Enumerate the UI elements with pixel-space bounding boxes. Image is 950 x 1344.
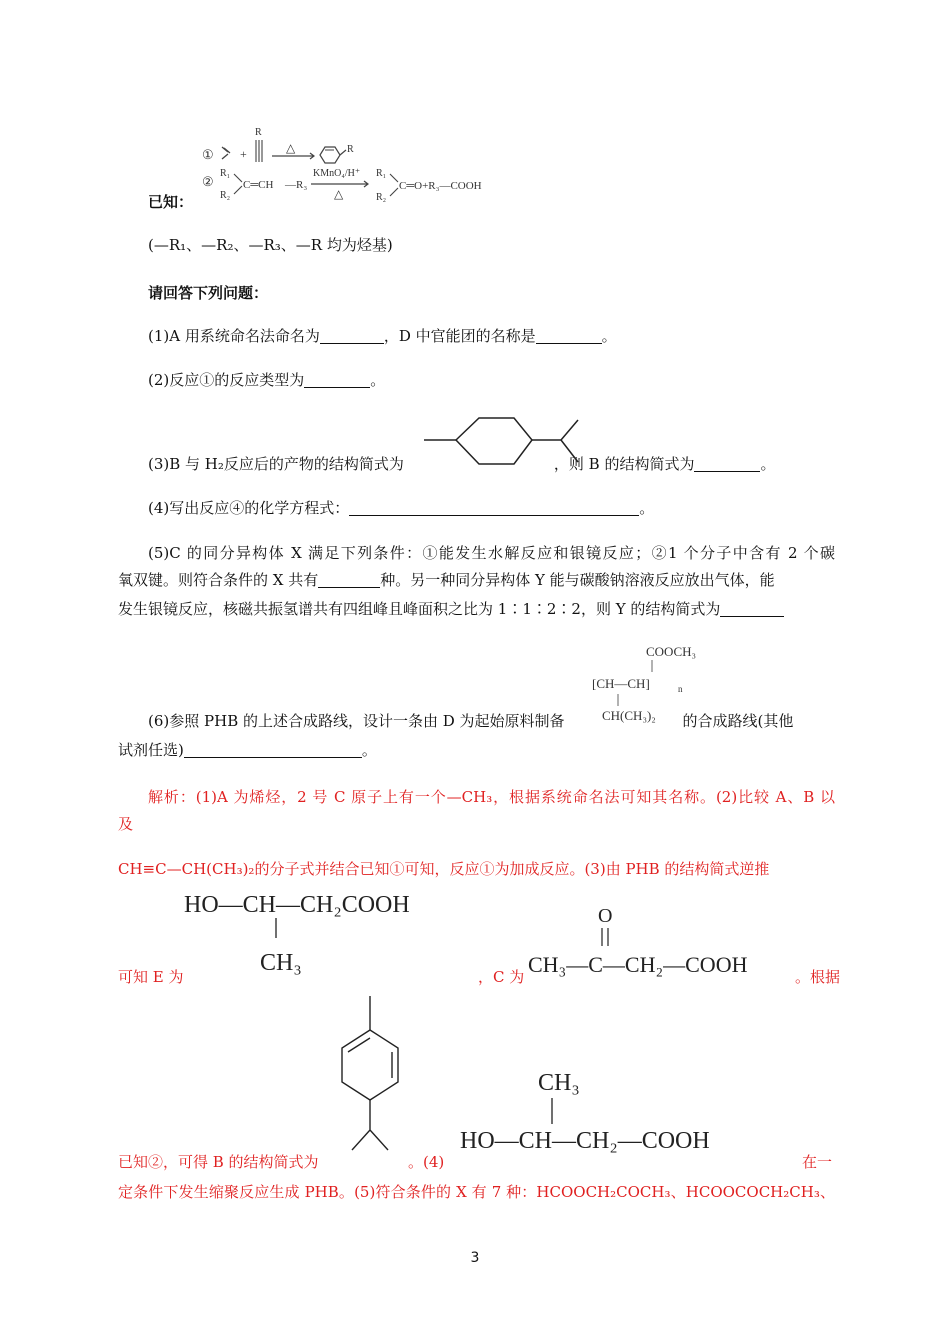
product-2: C═O+R₃—COOH: [399, 180, 482, 192]
question-6-line-2: 试剂任选) 。: [118, 741, 377, 759]
question-6-line-1: (6)参照 PHB 的上述合成路线，设计一条由 D 为起始原料制备 的合成路线(其他: [148, 712, 794, 730]
known-reactions-figure: [198, 122, 518, 204]
structure-e: [180, 880, 480, 980]
arrow-1-condition: △: [286, 141, 296, 155]
arrow-2-condition: △: [334, 187, 344, 201]
prompt: 请回答下列问题：: [148, 284, 269, 302]
svg-text:O: O: [598, 905, 613, 927]
q1-blank-a[interactable]: [320, 327, 384, 344]
question-5-line-1: (5)C 的同分异构体 X 满足下列条件：①能发生水解反应和银镜反应；②1 个分子中含有 2 个碳: [148, 544, 835, 562]
answer-line-3: CH≡C—CH(CH₃)₂的分子式并结合已知①可知，反应①为加成反应。(3)由 PHB 的结构简式逆推: [118, 860, 770, 878]
alkyne-icon: [256, 140, 262, 162]
structure-c: [524, 900, 794, 980]
known-label: 已知：: [148, 193, 194, 211]
answer-line-1: 解析：(1)A 为烯烃，2 号 C 原子上有一个—CH₃，根据系统命名法可知其名称。(2)比较 A、B 以: [148, 788, 835, 806]
reactant-r2: R₂: [220, 190, 231, 201]
svg-text:HO—CH—CH₂—COOH: HO—CH—CH₂—COOH: [460, 1128, 710, 1154]
q5-blank-b[interactable]: [720, 600, 784, 617]
question-3: (3)B 与 H₂反应后的产物的结构简式为 ，则 B 的结构简式为 。: [148, 455, 776, 473]
q2-blank[interactable]: [304, 371, 370, 388]
q1-blank-b[interactable]: [536, 327, 602, 344]
note: (—R₁、—R₂、—R₃、—R 均为烃基): [148, 236, 393, 254]
polymer-structure: [588, 640, 718, 732]
arrow-2-reagent: KMnO₄/H⁺: [313, 168, 361, 179]
reactant-r1: R₁: [220, 168, 231, 179]
benzene-ring-icon: [320, 147, 340, 163]
svg-text:CH(CH₃)₂: CH(CH₃)₂: [602, 708, 656, 723]
answer-line-5a: 已知②，可得 B 的结构简式为: [118, 1153, 319, 1171]
answer-line-4c: 。根据: [795, 968, 841, 986]
page-number: 3: [470, 1250, 480, 1266]
question-5-line-2: 氧双键。则符合条件的 X 共有 种。另一种同分异构体 Y 能与碳酸钠溶液反应放出气体，能: [118, 571, 775, 589]
question-1: (1)A 用系统命名法命名为 ，D 中官能团的名称是 。: [148, 327, 617, 345]
reaction-1-number: ①: [202, 147, 214, 162]
product-r2: R₂: [376, 192, 387, 203]
diene-icon: [222, 147, 230, 159]
answer-line-2: 及: [118, 815, 134, 833]
question-5-line-3: 发生银镜反应，核磁共振氢谱共有四组峰且峰面积之比为 1∶1∶2∶2，则 Y 的结构简式为: [118, 597, 784, 621]
reactant-r3: —R₃: [285, 179, 308, 191]
reaction-2-number: ②: [202, 174, 214, 189]
answer-line-5c: 在一: [802, 1153, 833, 1171]
product-r1: R₁: [376, 168, 387, 179]
question-2: (2)反应①的反应类型为 。: [148, 371, 386, 389]
answer-line-4a: 可知 E 为: [118, 968, 184, 986]
question-4: (4)写出反应④的化学方程式： 。: [148, 499, 655, 517]
q6-blank[interactable]: [184, 741, 362, 758]
q3-blank[interactable]: [694, 455, 760, 472]
q5-blank-a[interactable]: [318, 571, 380, 588]
svg-text:HO—CH—CH₂COOH: HO—CH—CH₂COOH: [184, 892, 410, 918]
svg-text:n: n: [678, 684, 683, 694]
reactant-alkene: C═CH: [243, 179, 274, 191]
svg-text:COOCH₃: COOCH₃: [646, 644, 697, 659]
cyclohexane-structure: [420, 410, 570, 476]
svg-text:CH₃—C—CH₂—COOH: CH₃—C—CH₂—COOH: [528, 952, 748, 977]
alkyne-r: R: [255, 127, 262, 138]
product-1-r: R: [347, 144, 354, 155]
q4-blank[interactable]: [349, 499, 639, 516]
svg-text:CH₃: CH₃: [260, 950, 302, 976]
plus-sign: +: [240, 147, 247, 161]
answer-line-4b: ，C 为: [478, 968, 525, 986]
structure-b: [330, 990, 420, 1180]
answer-line-6: 定条件下发生缩聚反应生成 PHB。(5)符合条件的 X 有 7 种：HCOOCH₂COCH₃、HCOOCOCH₂CH₃、: [118, 1183, 835, 1201]
structure-hydroxy-acid: [458, 1056, 808, 1166]
svg-text:CH₃: CH₃: [538, 1070, 580, 1096]
svg-text:[CH—CH]: [CH—CH]: [592, 676, 650, 691]
answer-line-5b: 。(4): [408, 1153, 445, 1171]
